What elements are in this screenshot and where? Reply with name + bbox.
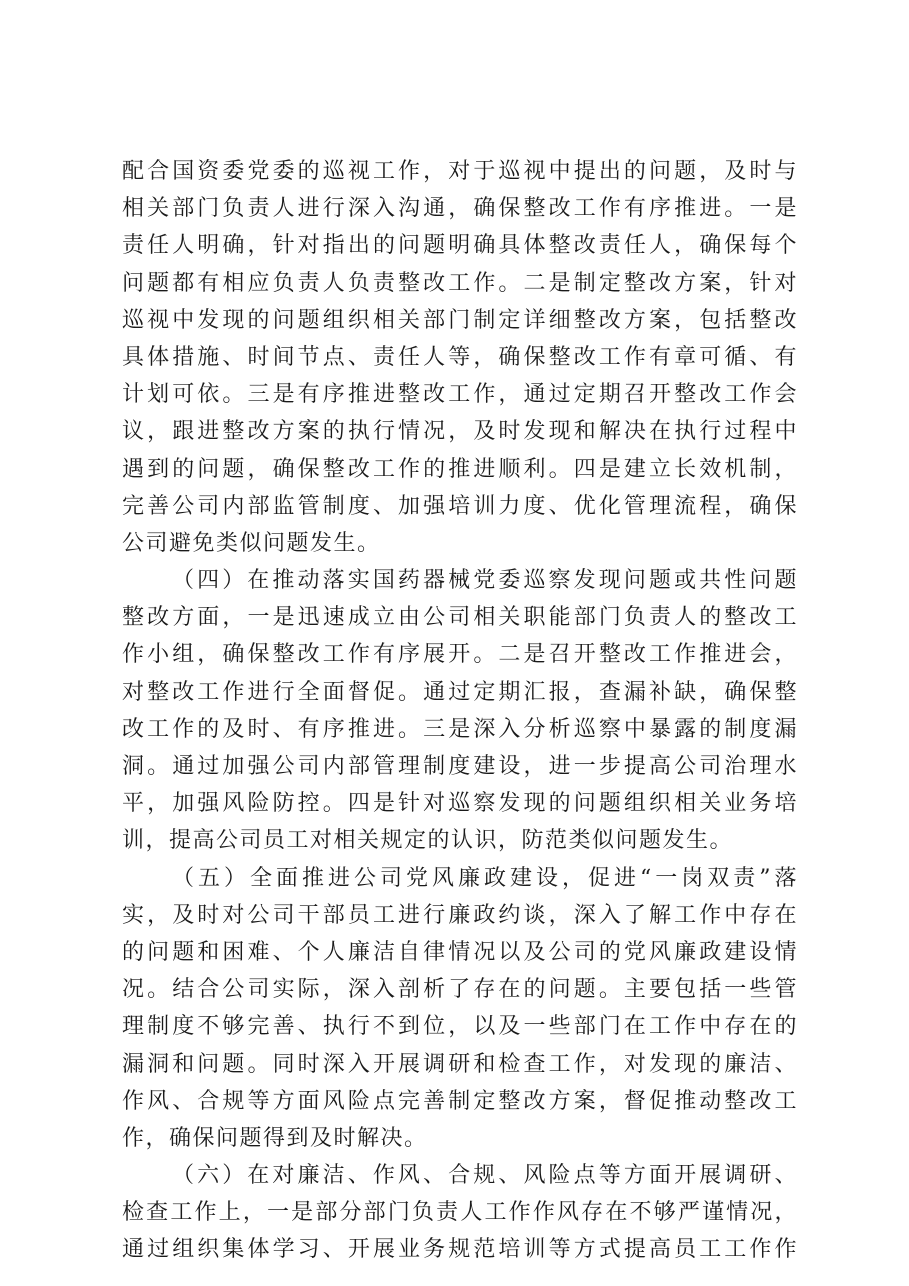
text-line: 况。结合公司实际，深入剖析了存在的问题。主要包括一些管 <box>122 977 798 1003</box>
text-line: 训，提高公司员工对相关规定的认识，防范类似问题发生。 <box>122 828 734 854</box>
text-line: 作风、合规等方面风险点完善制定整改方案，督促推动整改工 <box>122 1088 798 1114</box>
text-line: 检查工作上，一是部分部门负责人工作作风存在不够严谨情况， <box>122 1200 798 1226</box>
text-line: 责任人明确，针对指出的问题明确具体整改责任人，确保每个 <box>122 233 798 259</box>
text-line: 对整改工作进行全面督促。通过定期汇报，查漏补缺，确保整 <box>122 679 798 705</box>
text-line: 遇到的问题，确保整改工作的推进顺利。四是建立长效机制， <box>122 456 798 482</box>
text-line: 相关部门负责人进行深入沟通，确保整改工作有序推进。一是 <box>122 196 798 222</box>
paragraph-five <box>122 860 798 1158</box>
text-line: 实，及时对公司干部员工进行廉政约谈，深入了解工作中存在 <box>122 902 798 928</box>
text-line: 整改方面，一是迅速成立由公司相关职能部门负责人的整改工 <box>122 605 798 631</box>
text-line: 改工作的及时、有序推进。三是深入分析巡察中暴露的制度漏 <box>122 716 798 742</box>
text-line: 作，确保问题得到及时解决。 <box>122 1125 428 1151</box>
paragraph-heading-line: （四）在推动落实国药器械党委巡察发现问题或共性问题 <box>172 568 798 594</box>
text-line: 洞。通过加强公司内部管理制度建设，进一步提高公司治理水 <box>122 754 798 779</box>
text-line: 具体措施、时间节点、责任人等，确保整改工作有章可循、有 <box>122 344 798 370</box>
text-line: 议，跟进整改方案的执行情况，及时发现和解决在执行过程中 <box>122 419 798 445</box>
text-line: 完善公司内部监管制度、加强培训力度、优化管理流程，确保 <box>122 493 798 519</box>
paragraph-six <box>122 1157 798 1269</box>
text-line: 问题都有相应负责人负责整改工作。二是制定整改方案，针对 <box>122 270 798 296</box>
document-body <box>122 153 798 1269</box>
paragraph-continued <box>122 153 798 562</box>
text-line: 理制度不够完善、执行不到位，以及一些部门在工作中存在的 <box>122 1014 798 1040</box>
text-line: 平，加强风险防控。四是针对巡察发现的问题组织相关业务培 <box>122 791 798 817</box>
text-line: 配合国资委党委的巡视工作，对于巡视中提出的问题，及时与 <box>122 159 798 184</box>
paragraph-four <box>122 562 798 860</box>
paragraph-heading-line: （六）在对廉洁、作风、合规、风险点等方面开展调研、 <box>172 1163 798 1189</box>
text-line: 漏洞和问题。同时深入开展调研和检查工作，对发现的廉洁、 <box>122 1051 798 1077</box>
text-line: 公司避免类似问题发生。 <box>122 530 381 556</box>
text-line: 的问题和困难、个人廉洁自律情况以及公司的党风廉政建设情 <box>122 939 798 965</box>
text-line: 通过组织集体学习、开展业务规范培训等方式提高员工工作作 <box>122 1237 798 1263</box>
text-line: 作小组，确保整改工作有序展开。二是召开整改工作推进会， <box>122 642 798 668</box>
text-line: 巡视中发现的问题组织相关部门制定详细整改方案，包括整改 <box>122 307 798 333</box>
paragraph-heading-line: （五）全面推进公司党风廉政建设，促进“一岗双责”落 <box>172 865 798 891</box>
text-line: 计划可依。三是有序推进整改工作，通过定期召开整改工作会 <box>122 382 798 408</box>
